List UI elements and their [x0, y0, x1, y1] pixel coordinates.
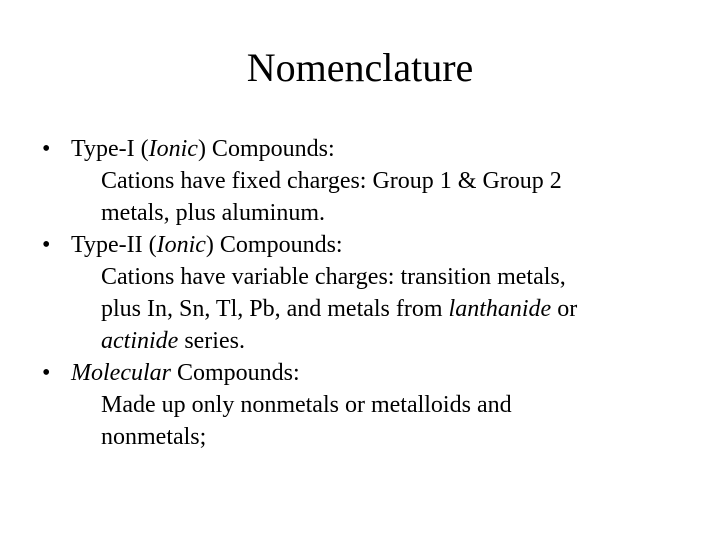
detail-line: Cations have variable charges: transition metals, [101, 264, 566, 290]
bullet-detail [42, 261, 682, 357]
detail-line: Made up only nonmetals or metalloids and [101, 392, 512, 418]
bullet-item-molecular [42, 357, 682, 389]
bullet-icon: • [42, 136, 51, 162]
bullet-head-text: Compounds: [170, 360, 300, 386]
slide-title: Nomenclature [246, 45, 474, 90]
detail-emphasis: actinide [101, 328, 179, 354]
detail-line [101, 325, 682, 357]
slide-body [42, 133, 682, 453]
detail-line: metals, plus aluminum. [101, 200, 325, 226]
detail-line: nonmetals; [101, 424, 207, 450]
bullet-head-text: ) Compounds: [197, 136, 335, 162]
detail-line [101, 293, 682, 325]
bullet-head-text: Type-I ( [71, 136, 149, 162]
bullet-item-type-2 [42, 229, 682, 261]
bullet-head-text: Type-II ( [71, 232, 157, 258]
bullet-head-text: ) Compounds: [205, 232, 343, 258]
bullet-item-type-1 [42, 133, 682, 165]
bullet-detail [42, 389, 682, 453]
bullet-icon: • [42, 232, 51, 258]
detail-text: or [551, 296, 578, 322]
bullet-head-emphasis: Ionic [148, 136, 198, 162]
detail-text: plus In, Sn, Tl, Pb, and metals from [101, 296, 449, 322]
detail-text: series. [178, 328, 245, 354]
bullet-detail [42, 165, 682, 229]
bullet-head-emphasis: Ionic [156, 232, 206, 258]
bullet-head-emphasis: Molecular [71, 360, 171, 386]
detail-emphasis: lanthanide [448, 296, 552, 322]
bullet-icon: • [42, 360, 51, 386]
detail-line: Cations have fixed charges: Group 1 & Group 2 [101, 168, 562, 194]
